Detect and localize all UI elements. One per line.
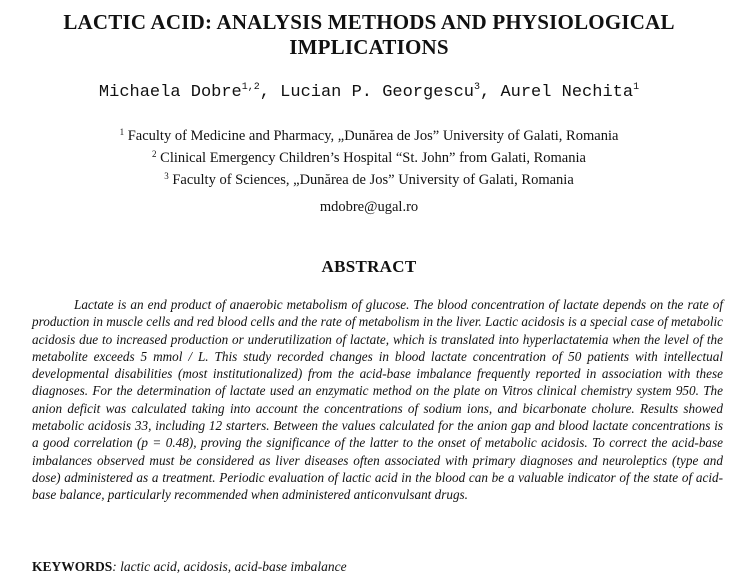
affiliation-text: Clinical Emergency Children’s Hospital “St. John” from Galati, Romania xyxy=(160,150,586,166)
keywords-colon: : xyxy=(112,559,117,574)
title-line-2: IMPLICATIONS xyxy=(289,35,449,59)
affiliation-mark: 3 xyxy=(164,171,169,181)
author-separator: , xyxy=(480,83,501,102)
affiliation-mark: 2 xyxy=(152,149,157,159)
abstract-heading: ABSTRACT xyxy=(321,257,417,276)
affiliation-text: Faculty of Medicine and Pharmacy, „Dunărea de Jos” University of Galati, Romania xyxy=(127,128,619,144)
affiliation-text: Faculty of Sciences, „Dunărea de Jos” University of Galati, Romania xyxy=(172,172,574,188)
author-list xyxy=(0,82,738,102)
keywords-label: KEYWORDS xyxy=(32,559,113,574)
abstract-body: Lactate is an end product of anaerobic metabolism of glucose. The blood concentration of lactate depends on the rate of production in muscle cells and red blood cells and the rate of metabolism in the liver. Lactic acidosis is a special case of metabolic acidosis due to increased production or underutilization of lactate, which is translated into hyperlactatemia when the level of the metabolite exceeds 5 mmol / L. This study recorded changes in blood lactate concentration of 50 patients with intellectual developmental disabilities (most institutionalized) from the acid-base imbalance frequently reported in association with these diagnoses. For the determination of lactate used an enzymatic method on the plate on Vitros clinical chemistry system 950. The anion deficit was calculated taking into account the concentrations of sodium ions, and bicarbonate cholure. Results showed metabolic acidosis 33, including 12 starters. Between the values calculated for the anion gap and blood lactate concentrations is a good correlation (p = 0.48), proving the significance of the latter to the onset of metabolic acidosis. To correct the acid-base imbalances observed must be considered as liver diseases often associated with primary diagnoses and neuroleptics (type and dose) administered as a treatment. Periodic evaluation of lactic acid in the blood can be a valuable indicator of the state of acid-base balance, particularly recommended when administered anticonvulsant drugs. xyxy=(32,297,723,503)
affiliation-line xyxy=(0,123,738,145)
author-name: Lucian P. Georgescu xyxy=(280,83,475,102)
author-affiliation-mark: 1 xyxy=(633,82,640,93)
paper-title xyxy=(0,10,738,60)
keywords-line xyxy=(32,559,347,575)
author-affiliation-mark: 1,2 xyxy=(241,82,260,93)
title-line-1: LACTIC ACID: ANALYSIS METHODS AND PHYSIOLOGICAL xyxy=(63,10,675,34)
keywords-list: lactic acid, acidosis, acid-base imbalance xyxy=(120,559,347,574)
author-name: Aurel Nechita xyxy=(500,83,634,102)
author-separator: , xyxy=(259,83,281,102)
author-affiliation-mark: 3 xyxy=(474,82,481,93)
affiliation-line xyxy=(0,167,738,189)
affiliation-list xyxy=(0,123,738,189)
author-name: Michaela Dobre xyxy=(98,83,242,102)
affiliation-line xyxy=(0,145,738,167)
affiliation-mark: 1 xyxy=(119,127,125,137)
contact-email: mdobre@ugal.ro xyxy=(319,199,419,215)
